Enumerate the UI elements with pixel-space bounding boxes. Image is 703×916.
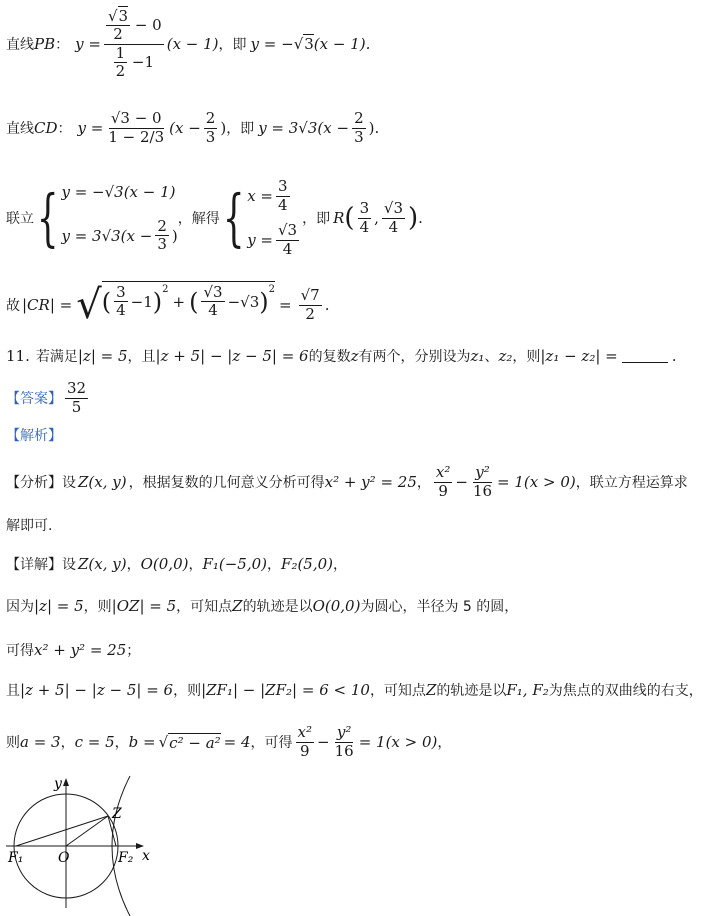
detail-c4: ，: [333, 557, 348, 573]
step1-text-b: ，则: [83, 599, 112, 615]
step3-text-d: 的轨迹是以: [436, 683, 507, 699]
line-cd-colon: ：: [57, 121, 72, 137]
line-cd-num: √3 − 0: [110, 109, 162, 128]
analysis-minus: −: [455, 473, 468, 491]
question-ask: |z₁ − z₂| =: [540, 347, 618, 365]
distance-sq-1: 2: [162, 283, 169, 295]
step3-text-e: 为焦点的双曲线的右支，: [548, 683, 703, 699]
line-pb-num-rad: 3: [118, 7, 129, 25]
step3-text-a: 且: [6, 683, 20, 699]
step4-x-num: x²: [297, 723, 313, 742]
question-comma: 、: [484, 349, 499, 365]
system-eq2-den: 3: [157, 235, 167, 254]
system-pt-y-num: √3: [383, 199, 403, 218]
analysis-circle: x² + y² = 25: [324, 473, 417, 491]
system-eq2-num: 2: [157, 216, 167, 235]
step4-minus: −: [317, 733, 330, 751]
distance-t2-rest: −√3: [227, 292, 260, 311]
distance-plus: +: [172, 292, 186, 311]
step4-b-rad: c² − a²: [169, 733, 221, 752]
analysis-tag: 【解析】: [6, 428, 62, 444]
y-axis-arrow: [63, 778, 69, 786]
detail-f1: F₁(−5,0): [202, 555, 268, 573]
system-y-num: √3: [278, 221, 298, 240]
step1-text-a: 因为: [6, 599, 34, 615]
step1-row: [6, 594, 518, 618]
distance-t1-den: 4: [116, 301, 126, 319]
question-text-b: ，且: [127, 349, 156, 365]
detail-text-a: 设: [62, 557, 76, 573]
analysis-hyp-y-den: 16: [472, 481, 493, 500]
detail-c2: ，: [188, 557, 203, 573]
distance-t1-num: 3: [116, 282, 126, 301]
question-end: .: [671, 347, 677, 365]
line-pb-num-den: 2: [113, 25, 123, 44]
step4-text-b: ，可得: [250, 735, 293, 751]
line-cd-factor-den: 3: [205, 127, 216, 146]
analysis-text-b: ，根据复数的几何意义分析可得: [128, 475, 325, 491]
segment-f1-z: [16, 816, 108, 846]
question-z1: z₁: [470, 347, 485, 365]
step4-row: 则 a = 3 ， c = 5 ， b = √ c² − a² = 4 ，可得 $\frac{\text{x²}}{9}$ − $\frac{\text{y²}}{16}$ = 1(x > 0) ，: [6, 723, 452, 760]
analysis-hyp-x-den: 9: [438, 481, 448, 500]
answer-tag: 【答案】: [6, 391, 62, 407]
step3-row: [6, 678, 703, 702]
line-pb-den-den: 2: [115, 61, 126, 80]
analysis-row: [6, 458, 688, 506]
line-cd-result-post: .: [374, 119, 380, 137]
distance-res-num: √7: [300, 286, 320, 305]
step3-text-b: ，则: [173, 683, 202, 699]
question-text-d: 有两个，分别设为: [358, 349, 471, 365]
detail-c3: ，: [267, 557, 282, 573]
analysis-comma: ，: [416, 475, 431, 491]
line-pb-result-rad: 3: [304, 35, 314, 53]
system-x-lhs: x =: [247, 187, 273, 205]
step4-text-a: 则: [6, 735, 20, 751]
system-solved: ，解得: [177, 211, 220, 227]
system-point: R: [333, 209, 345, 227]
distance-sq-2: 2: [268, 283, 275, 295]
step3-ineq: |ZF₁| − |ZF₂| = 6 < 10: [201, 681, 370, 699]
system-x-den: 4: [277, 195, 288, 214]
circle-hyperbola-figure: [2, 774, 172, 914]
question-text-a: 若满足: [35, 349, 78, 365]
line-pb-den-rest: −1: [131, 52, 155, 71]
analysis-hyp-y-num: y²: [475, 463, 490, 482]
distance-t2-num: √3: [203, 282, 223, 301]
distance-cr: 故 |CR| = √ ( $\frac{3}{4}$ −1 ) $^2$ + ( $\frac{√3}{4}$ −√3 ) $^2$ = $\frac{√7}{2}$ .: [6, 282, 330, 328]
point-z-label: Z: [112, 806, 122, 822]
line-pb-result-lhs: y = −: [250, 35, 294, 53]
step4-a: a = 3: [20, 733, 61, 751]
focus-f1-label: F₁: [8, 850, 24, 866]
distance-t2-den: 4: [208, 301, 218, 319]
analysis-cont: 解即可.: [6, 518, 53, 534]
distance-t1-rest: −1: [130, 292, 153, 311]
line-cd-result-factor-pre: (x −: [317, 119, 350, 137]
line-cd-name: CD: [34, 119, 58, 137]
line-cd-result-factor-den: 3: [354, 127, 364, 146]
answer-row: [6, 378, 91, 418]
line-pb-name: PB: [34, 35, 56, 53]
line-cd-sep: ，即: [226, 121, 255, 137]
step3-text-c: ，可知点: [369, 683, 426, 699]
detail-o: O(0,0): [140, 555, 189, 573]
step1-text-e: 为圆心，半径为 5 的圆，: [360, 599, 519, 615]
system-label: 联立: [6, 211, 34, 227]
line-pb-factor: (x − 1): [166, 35, 219, 53]
distance-eq: =: [279, 296, 292, 314]
step4-b-lhs: b =: [128, 733, 156, 751]
distance-lhs: |CR| =: [22, 296, 73, 314]
line-cd-eq-y: y =: [77, 119, 104, 137]
left-brace: {: [36, 181, 59, 254]
line-pb-num-rest: − 0: [134, 15, 162, 34]
focus-f2-label: F₂: [118, 850, 134, 866]
question-cond1: |z| = 5: [77, 347, 128, 365]
system-eq2-post: ): [171, 226, 178, 245]
system-x-num: 3: [277, 177, 288, 196]
distance-end: .: [324, 296, 330, 314]
detail-zxy: Z(x, y): [78, 555, 127, 573]
distance-label: 故: [6, 298, 20, 314]
step4-y-den: 16: [334, 741, 354, 760]
line-pb-colon: ：: [55, 37, 70, 53]
analysis-text-c: ，联立方程运算求: [575, 475, 688, 491]
line-cd-factor-num: 2: [205, 109, 216, 128]
line-cd-result-factor-post: ): [368, 119, 375, 137]
step1-text-d: 的轨迹是以: [242, 599, 313, 615]
step1-text-c: ，可知点: [176, 599, 233, 615]
step3-z: Z: [425, 681, 437, 699]
line-pb-result-rest: (x − 1).: [313, 35, 371, 53]
system-then: ，即: [302, 211, 331, 227]
answer-num: 32: [67, 379, 87, 398]
line-cd-result-lhs: y = 3√3: [258, 119, 318, 137]
step2-row: [6, 638, 140, 662]
line-pb-label: 直线: [6, 37, 34, 53]
question-cond2: |z + 5| − |z − 5| = 6: [155, 347, 309, 365]
analysis-cont-row: [6, 514, 52, 536]
line-pb-equation: 直线 PB ： y = $\frac{√3}{2}$ − 0 $\frac{1}{2}$ −1 (x − 1) ，即 y = − √3 (x − 1).: [6, 7, 371, 80]
question-var-z: z: [350, 347, 359, 365]
analysis-hyp-rest: = 1(x > 0): [497, 473, 576, 491]
line-cd-equation: [6, 96, 379, 160]
step3-cond: |z + 5| − |z − 5| = 6: [20, 681, 174, 699]
analysis-zxy: Z(x, y): [78, 473, 127, 491]
left-brace-2: {: [222, 181, 245, 254]
x-axis-label: x: [142, 848, 150, 864]
line-cd-result-factor-num: 2: [354, 109, 364, 128]
step2-text-a: 可得: [6, 643, 34, 659]
step4-c1: ，: [60, 735, 75, 751]
y-axis-label: y: [54, 776, 62, 792]
question-text-c: 的复数: [308, 349, 351, 365]
step2-end: ；: [126, 643, 141, 659]
step1-z: Z: [232, 597, 243, 615]
question-11: [6, 344, 677, 368]
step4-b-rhs: = 4: [223, 733, 251, 751]
step4-rest: = 1(x > 0): [358, 733, 438, 751]
answer-blank: [622, 350, 668, 363]
system-y-lhs: y =: [247, 231, 273, 249]
line-pb-slope: $\frac{√3}{2}$ − 0 $\frac{1}{2}$ −1: [104, 8, 164, 80]
system-pt-y-den: 4: [388, 217, 399, 236]
system-end: .: [418, 209, 423, 227]
system-y-den: 4: [282, 239, 293, 258]
detail-c1: ，: [126, 557, 141, 573]
line-cd-factor-pre: (x −: [169, 119, 201, 137]
step4-c: c = 5: [74, 733, 115, 751]
analysis-sub-tag: 【分析】: [6, 475, 62, 491]
distance-res-den: 2: [305, 304, 315, 323]
step2-eq: x² + y² = 25: [34, 641, 127, 659]
step4-x-den: 9: [300, 741, 310, 760]
line-cd-slope: [106, 110, 166, 146]
line-pb-eq-y: y =: [75, 35, 101, 53]
detail-tag: 【详解】: [6, 557, 62, 573]
system-pt-x-den: 4: [359, 217, 370, 236]
system-pt-x-num: 3: [359, 199, 370, 218]
step3-foci: F₁, F₂: [506, 681, 549, 699]
question-text-e: ，则: [512, 349, 541, 365]
detail-f2: F₂(5,0): [281, 555, 334, 573]
origin-label: O: [58, 850, 70, 866]
question-z2: z₂: [498, 347, 513, 365]
step4-c2: ，: [114, 735, 129, 751]
step4-y-num: y²: [336, 723, 352, 742]
step1-o: O(0,0): [312, 597, 361, 615]
step1-mod: |z| = 5: [34, 597, 84, 615]
line-pb-den-num: 1: [115, 43, 126, 62]
system-eq1: y = −√3(x − 1): [61, 182, 176, 201]
answer-den: 5: [71, 397, 82, 416]
line-cd-label: 直线: [6, 121, 34, 137]
line-pb-sep: ，即: [218, 37, 247, 53]
step4-end: ，: [437, 735, 452, 751]
step1-oz: |OZ| = 5: [111, 597, 177, 615]
analysis-text-a: 设: [62, 475, 76, 491]
segment-o-z: [66, 816, 108, 846]
analysis-hyp-x-num: x²: [435, 463, 451, 482]
detail-row: [6, 552, 347, 576]
question-number: 11.: [6, 347, 30, 365]
line-cd-den: 1 − 2/3: [108, 127, 165, 146]
system-eq2-pre: y = 3√3(x −: [61, 226, 153, 245]
analysis-tag-row: [6, 424, 62, 446]
line-cd-factor-post: ): [220, 119, 227, 137]
system-solution: 联立 { y = −√3(x − 1) y = 3√3(x − $\frac{2}{3}$ ) ，解得 { x = $\frac{3}{4}$ y = $\frac{√3}{4}$ ，即 R ( $\frac{3}{4}$ , $\frac{√3}{4}$ ) .: [6, 177, 423, 258]
